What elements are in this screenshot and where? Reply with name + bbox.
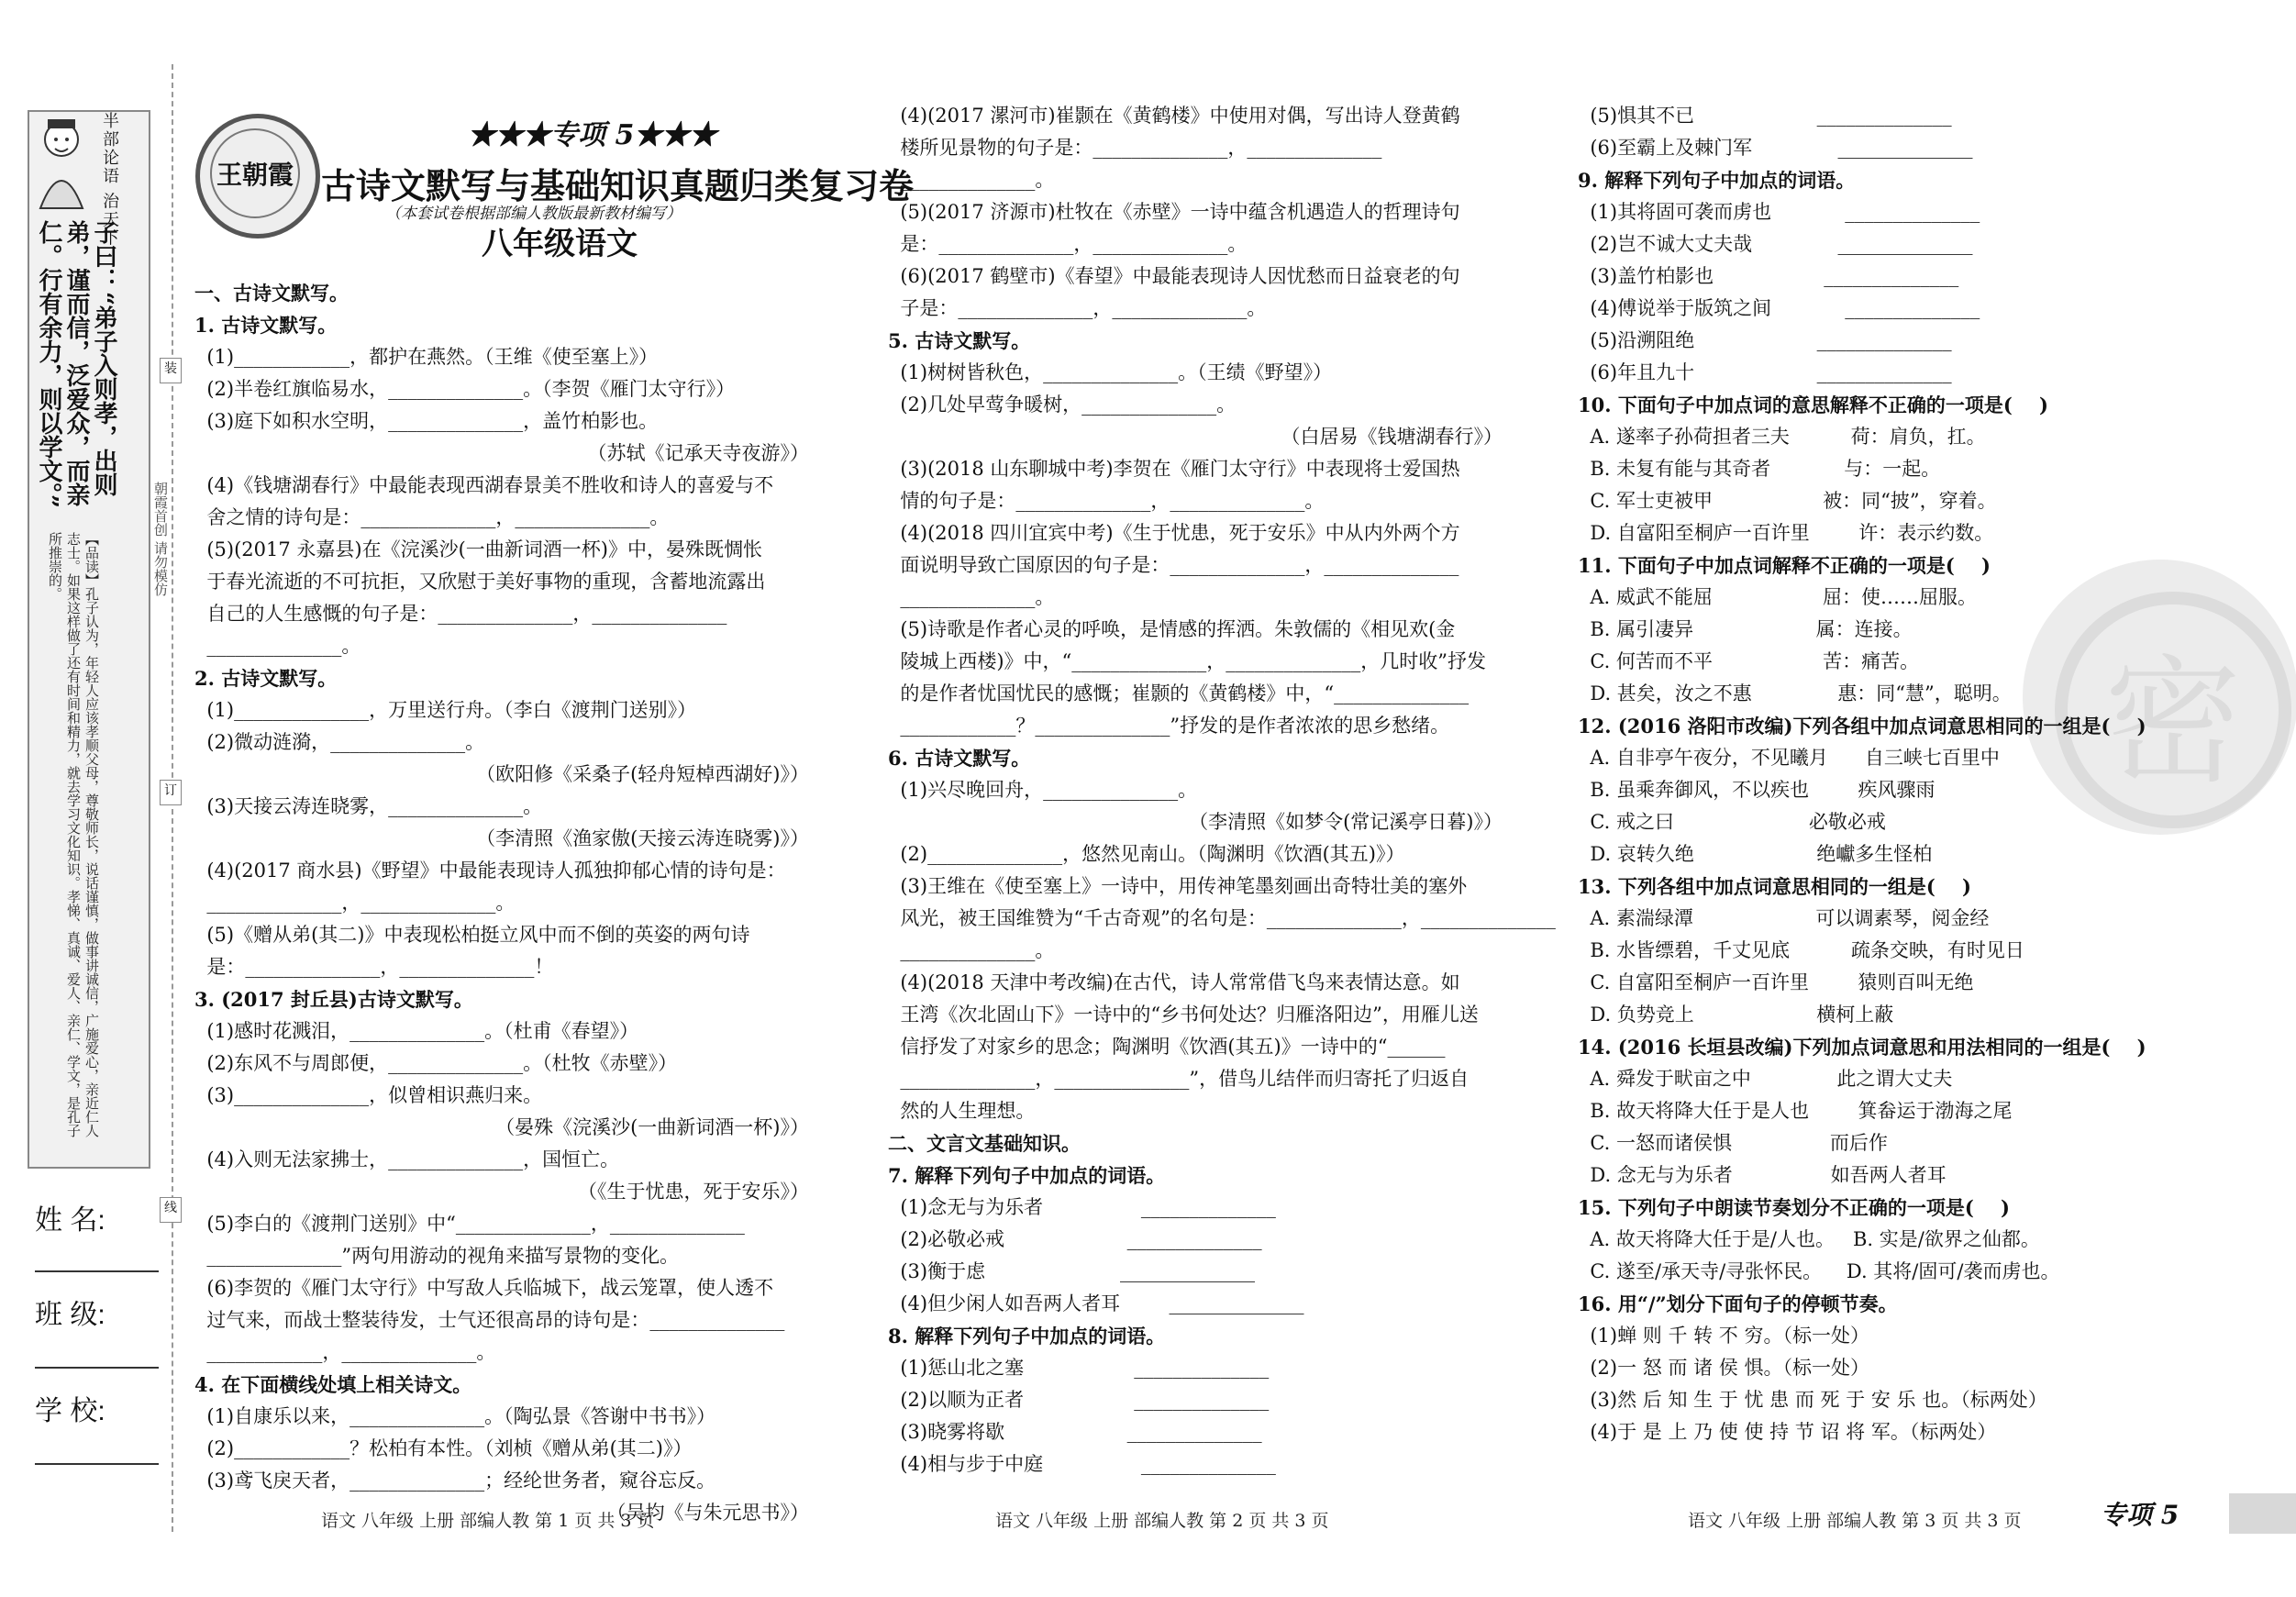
question-line: (2)以顺为正者 ______________: [888, 1389, 1270, 1411]
question-line: (3)王维在《使至塞上》一诗中，用传神笔墨刻画出奇特壮美的塞外: [888, 875, 1468, 897]
question-line: （白居易《钱塘湖春行》）: [1281, 426, 1503, 448]
question-line: A. 故天将降大任于是/人也。 B. 实是/欲界之仙都。: [1578, 1228, 2040, 1250]
question-line: A. 威武不能屈 屈：使……屈服。: [1578, 586, 1978, 608]
question-line: ______________。: [888, 939, 1055, 961]
question-line: (2)岂不诚大丈夫哉 ______________: [1578, 233, 1973, 255]
question-line: (5)《赠从弟(其二)》中表现松柏挺立风中而不倒的英姿的两句诗: [194, 924, 750, 946]
question-line: 风光，被王国维赞为“千古奇观”的名句是：______________，______________: [888, 907, 1556, 929]
question-line: (4)但少闲人如吾两人者耳 ______________: [888, 1292, 1304, 1314]
question-line: (4)(2018 天津中考改编)在古代，诗人常常借飞鸟来表情达意。如: [888, 971, 1460, 993]
question-line: (5)沿溯阻绝 ______________: [1578, 329, 1952, 351]
class-label: 班 级:: [35, 1300, 105, 1330]
question-line: (3)______________，似曾相识燕归来。: [194, 1084, 543, 1106]
question-line: D. 负势竞上 横柯上蔽: [1578, 1004, 1894, 1026]
page-2-column: [888, 100, 1556, 1481]
question-line: ______________。: [888, 586, 1055, 608]
question-line: (6)至霸上及棘门军 ______________: [1578, 137, 1973, 159]
question-line: D. 念无与为乐者 如吾两人者耳: [1578, 1164, 1947, 1186]
question-line: A. 自非亭午夜分，不见曦月 自三峡七百里中: [1578, 747, 2000, 769]
confidential-stamp-glyph: 密: [2055, 592, 2291, 828]
question-line: (2)几处早莺争暖树，______________。: [888, 394, 1237, 416]
question-heading: 3. (2017 封丘县)古诗文默写。: [194, 988, 473, 1011]
question-heading: 1. 古诗文默写。: [194, 314, 338, 337]
question-line: (2)半卷红旗临易水，______________。（李贺《雁门太守行》）: [194, 378, 736, 400]
confucius-quote: 子曰：“弟子入则孝，出则弟，谨而信，泛爱众，而亲仁。行有余力，则以学文。”: [35, 220, 117, 508]
question-line: (6)李贺的《雁门太守行》中写敌人兵临城下，战云笼罩，使人透不: [194, 1277, 774, 1299]
question-line: (3)盖竹柏影也 ______________: [1578, 265, 1959, 287]
page-footer: 语文 八年级 上册 部编人教 第 2 页 共 3 页: [995, 1511, 1329, 1531]
question-heading: 15. 下列句子中朗读节奏划分不正确的一项是( ): [1578, 1196, 2010, 1219]
question-line: 的是作者忧国忧民的感慨；崔颢的《黄鹤楼》中，“______________: [888, 682, 1470, 704]
question-line: (1)____________，都护在燕然。（王维《使至塞上》）: [194, 346, 659, 368]
question-line: (4)入则无法家拂士，______________，国恒亡。: [194, 1148, 620, 1170]
question-line: 信抒发了对家乡的思念；陶渊明《饮酒(其五)》一诗中的“______: [888, 1036, 1446, 1058]
question-heading: 10. 下面句子中加点词的意思解释不正确的一项是( ): [1578, 394, 2048, 416]
question-line: (3)晓雾将歇 ______________: [888, 1421, 1262, 1443]
question-heading: 8. 解释下列句子中加点的词语。: [888, 1325, 1166, 1347]
question-line: (5)(2017 永嘉县)在《浣溪沙(一曲新词酒一杯)》中，晏殊既惆怅: [194, 538, 762, 560]
name-label: 姓 名:: [35, 1205, 105, 1236]
page-3-column: [1578, 100, 2165, 1448]
question-line: ______________”两句用游动的视角来描写景物的变化。: [194, 1245, 680, 1267]
paper-title: 古诗文默写与基础知识真题归类复习卷: [321, 166, 915, 206]
question-line: （晏殊《浣溪沙(一曲新词酒一杯)》）: [495, 1116, 809, 1138]
grade-title: 八年级语文: [482, 226, 638, 262]
question-heading: 一、古诗文默写。: [194, 282, 349, 305]
question-line: (4)(2018 四川宜宾中考)《生于忧患，死于安乐》中从内外两个方: [888, 522, 1460, 544]
question-line: (2)微动涟漪，______________。: [194, 731, 485, 753]
question-line: C. 何苦而不平 苦：痛苦。: [1578, 650, 1920, 672]
question-heading: 2. 古诗文默写。: [194, 667, 338, 690]
question-line: 面说明导致亡国原因的句子是：______________，______________: [888, 554, 1459, 576]
question-line: 舍之情的诗句是：______________，______________。: [194, 506, 670, 528]
question-line: B. 水皆缥碧，千丈见底 疏条交映，有时见日: [1578, 939, 2024, 961]
question-line: C. 军士吏被甲 被：同“披”，穿着。: [1578, 490, 1997, 512]
question-line: (5)诗歌是作者心灵的呼唤，是情感的挥洒。朱敦儒的《相见欢(金: [888, 618, 1456, 640]
question-line: (3)庭下如积水空明，______________，盖竹柏影也。: [194, 410, 659, 432]
question-line: (5)惧其不已 ______________: [1578, 105, 1952, 127]
question-line: (1)______________，万里送行舟。（李白《渡荆门送别》）: [194, 699, 697, 721]
page-1-column: [194, 277, 809, 1529]
question-line: (3)衡于虑 ______________: [888, 1260, 1255, 1282]
question-line: (2)____________？松柏有本性。（刘桢《赠从弟(其二)》）: [194, 1437, 693, 1459]
question-line: (4)《钱塘湖春行》中最能表现西湖春景美不胜收和诗人的喜爱与不: [194, 474, 774, 496]
quote-commentary: 【品读】孔子认为，年轻人应该孝顺父母，尊敬师长，说话谨慎，做事讲诚信，广施爱心，亲近仁人志士。如果这样做了还有时间和精力，就去学习文化知识。孝悌、真诚、爱人、亲仁、学文，是孔子所推崇的。: [47, 532, 100, 1137]
question-heading: 14. (2016 长垣县改编)下列加点词意思和用法相同的一组是( ): [1578, 1036, 2146, 1059]
question-line: (1)自康乐以来，______________。（陶弘景《答谢中书书》）: [194, 1405, 716, 1427]
question-heading: 12. (2016 洛阳市改编)下列各组中加点词意思相同的一组是( ): [1578, 715, 2146, 738]
question-line: ______________。: [888, 169, 1055, 191]
question-line: (4)于 是 上 乃 使 使 持 节 诏 将 军。（标两处）: [1578, 1421, 1997, 1443]
question-heading: 二、文言文基础知识。: [888, 1132, 1081, 1155]
question-line: C. 自富阳至桐庐一百许里 猿则百叫无绝: [1578, 971, 1974, 993]
question-line: 自己的人生感慨的句子是：______________，______________: [194, 603, 727, 625]
question-line: 是：______________，______________！: [194, 956, 554, 978]
school-label: 学 校:: [35, 1396, 105, 1426]
page-footer: 语文 八年级 上册 部编人教 第 1 页 共 3 页: [321, 1511, 655, 1531]
section-tag: ★★★专项 5★★★: [468, 119, 717, 151]
question-line: (1)惩山北之塞 ______________: [888, 1357, 1270, 1379]
question-line: (4)傅说举于版筑之间 ______________: [1578, 297, 1980, 319]
question-line: B. 故天将降大任于是人也 箕畚运于渤海之尾: [1578, 1100, 2013, 1122]
name-field[interactable]: [35, 1270, 159, 1272]
question-line: (3)(2018 山东聊城中考)李贺在《雁门太守行》中表现将士爱国热: [888, 458, 1460, 480]
question-line: 陵城上西楼)》中，“______________，______________，几时收”抒发: [888, 650, 1487, 672]
question-line: (1)兴尽晚回舟，______________。: [888, 779, 1198, 801]
question-line: ____________，______________。: [194, 1341, 496, 1363]
binding-mark: 装: [160, 358, 182, 383]
question-line: A. 素湍绿潭 可以调素琴，阅金经: [1578, 907, 1990, 929]
question-heading: 11. 下面句子中加点词解释不正确的一项是( ): [1578, 554, 1991, 577]
question-heading: 13. 下列各组中加点词意思相同的一组是( ): [1578, 875, 1971, 898]
logo-text: 王朝霞: [210, 128, 300, 218]
question-line: B. 虽乘奔御风，不以疾也 疾风骤雨: [1578, 779, 1936, 801]
page-footer: 语文 八年级 上册 部编人教 第 3 页 共 3 页: [1688, 1511, 2022, 1531]
binding-mark: 订: [160, 780, 182, 805]
question-line: (4)相与步于中庭 ______________: [888, 1453, 1276, 1475]
school-field[interactable]: [35, 1463, 159, 1465]
strip-motto: 半部论语 治天下: [100, 112, 119, 248]
question-heading: 7. 解释下列句子中加点的词语。: [888, 1164, 1166, 1187]
question-line: （欧阳修《采桑子(轻舟短棹西湖好)》）: [476, 763, 809, 785]
question-line: ______________，______________。: [194, 892, 516, 914]
question-line: （吴均《与朱元思书》）: [606, 1502, 809, 1524]
question-heading: 9. 解释下列句子中加点的词语。: [1578, 169, 1856, 192]
question-line: B. 属引凄异 属：连接。: [1578, 618, 1913, 640]
question-line: (1)树树皆秋色，______________。（王绩《野望》）: [888, 361, 1333, 383]
question-line: D. 自富阳至桐庐一百许里 许：表示约数。: [1578, 522, 1994, 544]
question-line: 是：______________，______________。: [888, 233, 1248, 255]
question-line: (4)(2017 漯河市)崔颢在《黄鹤楼》中使用对偶，写出诗人登黄鹤: [888, 105, 1460, 127]
question-line: (5)(2017 济源市)杜牧在《赤壁》一诗中蕴含机遇造人的哲理诗句: [888, 201, 1460, 223]
question-line: （李清照《渔家傲(天接云涛连晓雾)》）: [476, 827, 809, 849]
question-heading: 5. 古诗文默写。: [888, 329, 1031, 352]
question-line: ____________？______________”抒发的是作者浓浓的思乡愁绪。: [888, 715, 1450, 737]
footer-badge-bar: [2229, 1493, 2296, 1534]
question-line: (2)______________，悠然见南山。（陶渊明《饮酒(其五)》）: [888, 843, 1405, 865]
copyright-slogan: 朝霞首创 请勿模仿: [152, 482, 169, 596]
question-line: C. 一怒而诸侯惧 而后作: [1578, 1132, 1888, 1154]
question-line: (2)一 怒 而 诸 侯 惧。（标一处）: [1578, 1357, 1869, 1379]
question-line: (1)念无与为乐者 ______________: [888, 1196, 1276, 1218]
question-line: D. 甚矣，汝之不惠 惠：同“慧”，聪明。: [1578, 682, 2012, 704]
question-line: (2)东风不与周郎便，______________。（杜牧《赤壁》）: [194, 1052, 678, 1074]
question-line: (1)其将固可袭而虏也 ______________: [1578, 201, 1980, 223]
question-line: (3)天接云涛连晓雾，______________。: [194, 795, 543, 817]
question-line: 王湾《次北固山下》一诗中的“乡书何处达？归雁洛阳边”，用雁儿送: [888, 1004, 1479, 1026]
question-line: (1)蝉 则 千 转 不 穷。（标一处）: [1578, 1325, 1869, 1347]
question-line: （苏轼《记承天寺夜游》）: [587, 442, 809, 464]
question-line: (5)李白的《渡荆门送别》中“______________，______________: [194, 1213, 745, 1235]
question-line: B. 未复有能与其奇者 与：一起。: [1578, 458, 1941, 480]
question-line: A. 遂率子孙荷担者三夫 荷：肩负，扛。: [1578, 426, 1986, 448]
question-line: 情的句子是：______________，______________。: [888, 490, 1325, 512]
question-line: (6)年且九十 ______________: [1578, 361, 1952, 383]
question-line: A. 舜发于畎亩之中 此之谓大丈夫: [1578, 1068, 1953, 1090]
question-line: （《生于忧患，死于安乐》）: [578, 1181, 809, 1203]
class-field[interactable]: [35, 1367, 159, 1369]
question-line: 楼所见景物的句子是：______________，______________: [888, 137, 1382, 159]
question-line: 子是：______________，______________。: [888, 297, 1267, 319]
question-line: 过气来，而战士整装待发，士气还很高昂的诗句是：______________: [194, 1309, 785, 1331]
question-line: C. 遂至/承天寺/寻张怀民。 D. 其将/固可/袭而虏也。: [1578, 1260, 2060, 1282]
footer-section-badge: 专项 5: [2101, 1500, 2180, 1530]
question-line: C. 戒之曰 必敬必戒: [1578, 811, 1886, 833]
question-line: ______________。: [194, 635, 361, 657]
binding-mark: 线: [160, 1197, 182, 1223]
question-line: (3)鸢飞戾天者，______________；经纶世务者，窥谷忘反。: [194, 1469, 716, 1492]
paper-subnote: （本套试卷根据部编人教版最新教材编写）: [385, 205, 682, 223]
question-line: D. 哀转久绝 绝巘多生怪柏: [1578, 843, 1933, 865]
question-line: (1)感时花溅泪，______________。（杜甫《春望》）: [194, 1020, 639, 1042]
question-line: 于春光流逝的不可抗拒，又欣慰于美好事物的重现，含蓄地流露出: [194, 571, 766, 593]
question-line: (3)然 后 知 生 于 忧 患 而 死 于 安 乐 也。（标两处）: [1578, 1389, 2047, 1411]
question-line: (4)(2017 商水县)《野望》中最能表现诗人孤独抑郁心情的诗句是：: [194, 859, 786, 882]
question-line: （李清照《如梦令(常记溪亭日暮)》）: [1189, 811, 1503, 833]
question-heading: 6. 古诗文默写。: [888, 747, 1031, 770]
question-heading: 16. 用“/”划分下面句子的停顿节奏。: [1578, 1292, 1898, 1315]
confucius-illustration: [29, 112, 94, 213]
question-heading: 4. 在下面横线处填上相关诗文。: [194, 1373, 472, 1396]
question-line: 然的人生理想。: [888, 1100, 1036, 1122]
question-line: ______________，______________”，借鸟儿结伴而归寄托了归返自: [888, 1068, 1470, 1090]
question-line: (6)(2017 鹤壁市)《春望》中最能表现诗人因忧愁而日益衰老的句: [888, 265, 1460, 287]
question-line: (2)必敬必戒 ______________: [888, 1228, 1262, 1250]
